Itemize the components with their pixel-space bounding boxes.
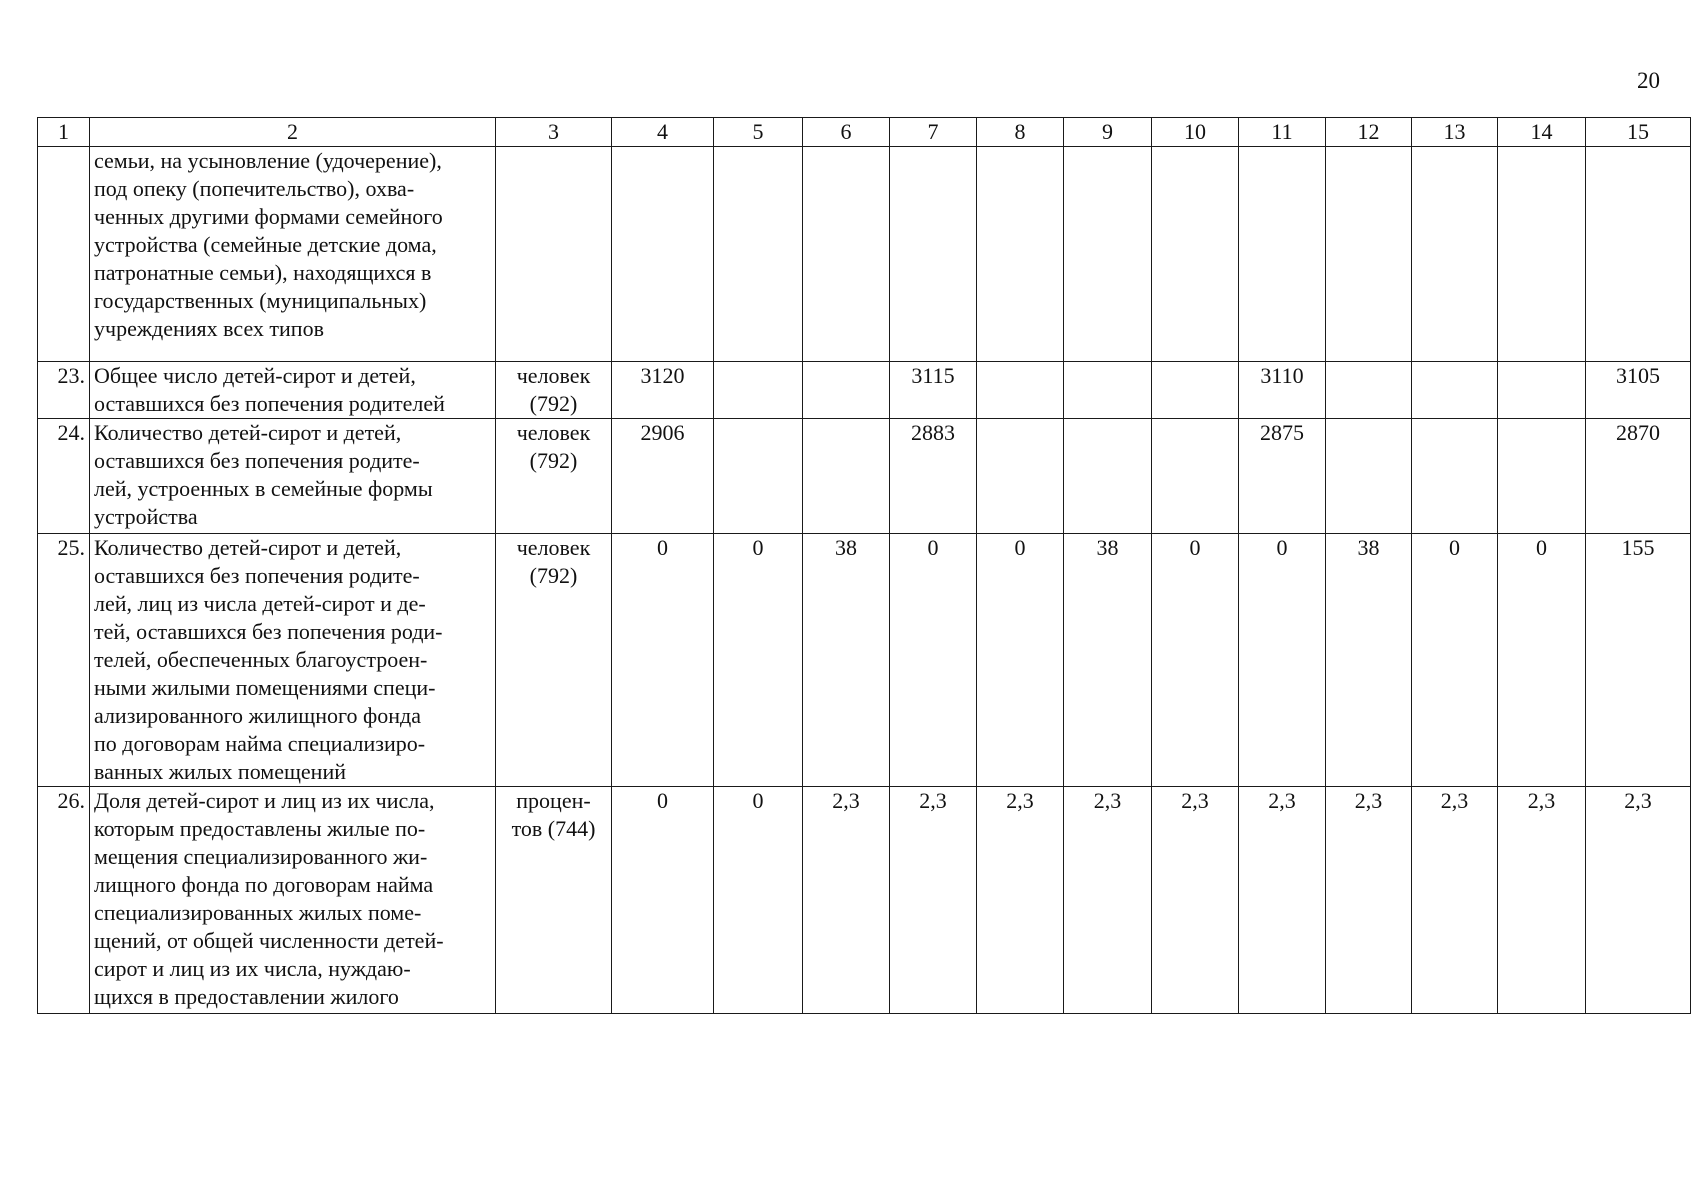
row-number: 25. — [38, 534, 90, 787]
value-cell: 0 — [612, 534, 714, 787]
value-cell — [803, 419, 890, 534]
indicator-name-line: ными жилыми помещениями специ- — [94, 675, 436, 700]
value-cell: 0 — [890, 534, 977, 787]
column-header: 8 — [977, 118, 1064, 147]
column-header: 13 — [1412, 118, 1498, 147]
value-cell — [1412, 362, 1498, 419]
row-number: 26. — [38, 787, 90, 1014]
unit-of-measure — [496, 147, 612, 362]
indicator-name-line: оставшихся без попечения родите- — [94, 448, 420, 473]
indicator-name-line: патронатные семьи), находящихся в — [94, 260, 432, 285]
value-cell: 2,3 — [1586, 787, 1691, 1014]
indicator-name-line: тей, оставшихся без попечения роди- — [94, 619, 443, 644]
value-cell — [1498, 362, 1586, 419]
row-number: 24. — [38, 419, 90, 534]
value-cell: 0 — [1498, 534, 1586, 787]
column-header: 9 — [1064, 118, 1152, 147]
value-cell: 0 — [977, 534, 1064, 787]
value-cell — [1152, 419, 1239, 534]
table-row — [38, 787, 1691, 1014]
value-cell: 2,3 — [890, 787, 977, 1014]
value-cell: 2,3 — [1152, 787, 1239, 1014]
column-header: 3 — [496, 118, 612, 147]
table-row — [38, 534, 1691, 787]
value-cell: 3120 — [612, 362, 714, 419]
indicator-name-line: под опеку (попечительство), охва- — [94, 176, 415, 201]
unit-line: (792) — [529, 391, 578, 416]
unit-line: процен- — [516, 788, 591, 813]
indicator-name-line: специализированных жилых поме- — [94, 900, 422, 925]
indicator-name-line: оставшихся без попечения родителей — [94, 391, 445, 416]
value-cell: 155 — [1586, 534, 1691, 787]
column-header: 5 — [714, 118, 803, 147]
value-cell: 0 — [1152, 534, 1239, 787]
indicator-name-line: мещения специализированного жи- — [94, 844, 428, 869]
indicator-name — [90, 147, 496, 362]
indicator-name-line: лей, лиц из числа детей-сирот и де- — [94, 591, 426, 616]
value-cell: 2875 — [1239, 419, 1326, 534]
value-cell — [714, 419, 803, 534]
value-cell — [803, 147, 890, 362]
value-cell: 2,3 — [1498, 787, 1586, 1014]
value-cell — [890, 147, 977, 362]
table-body — [38, 118, 1691, 1014]
indicator-name-line: щихся в предоставлении жилого — [94, 984, 399, 1009]
row-number — [38, 147, 90, 362]
value-cell: 2,3 — [803, 787, 890, 1014]
unit-line: человек — [516, 535, 591, 560]
column-header: 2 — [90, 118, 496, 147]
unit-line: (792) — [529, 563, 578, 588]
indicator-name — [90, 419, 496, 534]
indicator-name — [90, 787, 496, 1014]
indicator-name-line: ализированного жилищного фонда — [94, 703, 421, 728]
indicator-name-line: лей, устроенных в семейные формы — [94, 476, 433, 501]
value-cell: 38 — [1064, 534, 1152, 787]
value-cell — [977, 147, 1064, 362]
indicator-name-line: оставшихся без попечения родите- — [94, 563, 420, 588]
value-cell — [714, 362, 803, 419]
value-cell: 3115 — [890, 362, 977, 419]
value-cell: 2870 — [1586, 419, 1691, 534]
unit-of-measure — [496, 419, 612, 534]
indicator-name-line: по договорам найма специализиро- — [94, 731, 426, 756]
unit-of-measure — [496, 534, 612, 787]
value-cell — [803, 362, 890, 419]
table-row — [38, 147, 1691, 362]
indicators-table — [37, 117, 1691, 1014]
value-cell — [714, 147, 803, 362]
table-row — [38, 419, 1691, 534]
indicator-name-line: государственных (муниципальных) — [94, 288, 427, 313]
indicator-name-line: которым предоставлены жилые по- — [94, 816, 426, 841]
value-cell — [1326, 147, 1412, 362]
indicator-name — [90, 362, 496, 419]
value-cell: 2883 — [890, 419, 977, 534]
unit-line: (792) — [529, 448, 578, 473]
value-cell — [1326, 362, 1412, 419]
value-cell: 38 — [1326, 534, 1412, 787]
indicator-name-line: ванных жилых помещений — [94, 759, 346, 784]
indicator-name-line: Доля детей-сирот и лиц из их числа, — [94, 788, 435, 813]
value-cell — [612, 147, 714, 362]
value-cell — [1064, 362, 1152, 419]
column-header: 10 — [1152, 118, 1239, 147]
value-cell — [1152, 147, 1239, 362]
indicator-name-line: семьи, на усыновление (удочерение), — [94, 148, 442, 173]
value-cell: 0 — [714, 534, 803, 787]
value-cell — [1152, 362, 1239, 419]
value-cell: 2,3 — [1326, 787, 1412, 1014]
value-cell — [1412, 419, 1498, 534]
column-header: 1 — [38, 118, 90, 147]
unit-of-measure — [496, 787, 612, 1014]
column-header: 14 — [1498, 118, 1586, 147]
table-row — [38, 362, 1691, 419]
value-cell — [1239, 147, 1326, 362]
value-cell: 0 — [714, 787, 803, 1014]
column-header: 6 — [803, 118, 890, 147]
page-number: 20 — [1637, 68, 1660, 93]
column-header: 7 — [890, 118, 977, 147]
value-cell: 3105 — [1586, 362, 1691, 419]
value-cell — [1326, 419, 1412, 534]
value-cell — [1586, 147, 1691, 362]
value-cell: 0 — [612, 787, 714, 1014]
unit-line: человек — [516, 363, 591, 388]
value-cell: 0 — [1412, 534, 1498, 787]
value-cell: 2,3 — [977, 787, 1064, 1014]
indicator-name-line: устройства — [94, 504, 198, 529]
value-cell: 38 — [803, 534, 890, 787]
indicator-name-line: щений, от общей численности детей- — [94, 928, 444, 953]
value-cell — [977, 419, 1064, 534]
value-cell — [1498, 147, 1586, 362]
indicator-name-line: ченных другими формами семейного — [94, 204, 443, 229]
indicator-name-line: телей, обеспеченных благоустроен- — [94, 647, 428, 672]
value-cell: 0 — [1239, 534, 1326, 787]
indicator-name-line: устройства (семейные детские дома, — [94, 232, 437, 257]
value-cell: 2,3 — [1064, 787, 1152, 1014]
indicator-name — [90, 534, 496, 787]
header-row — [38, 118, 1691, 147]
value-cell — [1412, 147, 1498, 362]
unit-of-measure — [496, 362, 612, 419]
indicator-name-line: Количество детей-сирот и детей, — [94, 535, 402, 560]
value-cell: 2906 — [612, 419, 714, 534]
row-number: 23. — [38, 362, 90, 419]
column-header: 12 — [1326, 118, 1412, 147]
indicator-name-line: Количество детей-сирот и детей, — [94, 420, 402, 445]
value-cell — [1064, 419, 1152, 534]
column-header: 4 — [612, 118, 714, 147]
column-header: 15 — [1586, 118, 1691, 147]
unit-line: человек — [516, 420, 591, 445]
value-cell: 2,3 — [1412, 787, 1498, 1014]
indicator-name-line: лищного фонда по договорам найма — [94, 872, 434, 897]
column-header: 11 — [1239, 118, 1326, 147]
indicator-name-line: сирот и лиц из их числа, нуждаю- — [94, 956, 411, 981]
unit-line: тов (744) — [511, 816, 596, 841]
value-cell — [977, 362, 1064, 419]
value-cell — [1064, 147, 1152, 362]
value-cell: 3110 — [1239, 362, 1326, 419]
value-cell — [1498, 419, 1586, 534]
indicator-name-line: учреждениях всех типов — [94, 316, 324, 341]
value-cell: 2,3 — [1239, 787, 1326, 1014]
indicator-name-line: Общее число детей-сирот и детей, — [94, 363, 416, 388]
